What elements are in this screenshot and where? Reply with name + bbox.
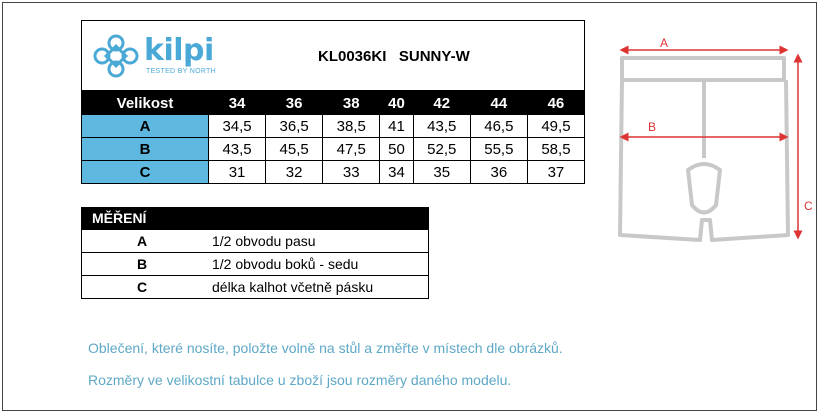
row-label: C: [82, 161, 209, 184]
table-cell: 41: [380, 115, 413, 138]
table-cell: 36,5: [266, 115, 323, 138]
table-row: [82, 161, 585, 184]
size-col-header: 34: [209, 92, 266, 115]
table-cell: 46,5: [470, 115, 527, 138]
measurement-header-row: [82, 207, 429, 230]
brand-logo: [92, 33, 216, 79]
size-col-header: 46: [527, 92, 584, 115]
shorts-diagram: [600, 30, 822, 260]
product-name: SUNNY-W: [398, 48, 470, 65]
measurement-key: B: [82, 253, 203, 276]
table-cell: 33: [323, 161, 380, 184]
header-box: [81, 20, 585, 91]
table-cell: 52,5: [413, 138, 470, 161]
size-col-header: 42: [413, 92, 470, 115]
table-cell: 38,5: [323, 115, 380, 138]
size-col-header: 38: [323, 92, 380, 115]
table-cell: 50: [380, 138, 413, 161]
table-cell: 43,5: [413, 115, 470, 138]
knot-icon: [92, 33, 140, 79]
table-cell: 55,5: [470, 138, 527, 161]
label-a: A: [660, 36, 669, 50]
size-col-header: 36: [266, 92, 323, 115]
shorts-outline: [620, 58, 788, 240]
size-table: [81, 91, 585, 184]
measurement-key: A: [82, 230, 203, 253]
row-label: A: [82, 115, 209, 138]
table-row: [82, 138, 585, 161]
table-cell: 47,5: [323, 138, 380, 161]
measurement-desc: 1/2 obvodu boků - sedu: [202, 253, 429, 276]
measurement-desc: 1/2 obvodu pasu: [202, 230, 429, 253]
row-label: B: [82, 138, 209, 161]
table-cell: 32: [266, 161, 323, 184]
instruction-note: Oblečení, které nosíte, položte volně na stůl a změřte v místech dle obrázků.: [88, 340, 563, 356]
table-cell: 43,5: [209, 138, 266, 161]
size-col-header: 44: [470, 92, 527, 115]
measurement-desc: délka kalhot včetně pásku: [202, 276, 429, 299]
measurement-title: MĚŘENÍ: [82, 207, 429, 230]
list-item: [82, 230, 429, 253]
product-title: [318, 48, 470, 65]
table-cell: 35: [413, 161, 470, 184]
label-c: C: [804, 199, 813, 213]
table-cell: 36: [470, 161, 527, 184]
table-row: [82, 115, 585, 138]
size-header-row: [82, 92, 585, 115]
brand-tagline: TESTED BY NORTH: [146, 68, 216, 75]
table-cell: 45,5: [266, 138, 323, 161]
dimensions-note: Rozměry ve velikostní tabulce u zboží jsou rozměry daného modelu.: [88, 372, 512, 388]
table-cell: 34: [380, 161, 413, 184]
list-item: [82, 276, 429, 299]
label-b: B: [648, 120, 657, 134]
table-cell: 49,5: [527, 115, 584, 138]
measurement-key: C: [82, 276, 203, 299]
size-header-label: Velikost: [82, 92, 209, 115]
list-item: [82, 253, 429, 276]
product-code: KL0036KI: [318, 48, 387, 65]
size-col-header: 40: [380, 92, 413, 115]
brand-name: kilpi: [144, 33, 214, 68]
table-cell: 37: [527, 161, 584, 184]
table-cell: 58,5: [527, 138, 584, 161]
measurement-table: [81, 207, 429, 299]
table-cell: 31: [209, 161, 266, 184]
table-cell: 34,5: [209, 115, 266, 138]
